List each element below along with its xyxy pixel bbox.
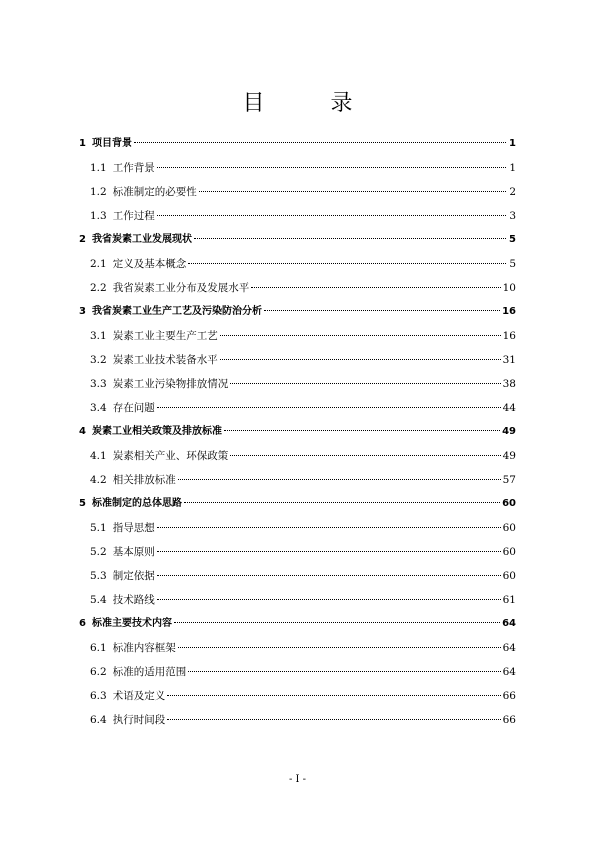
dot-leader: [167, 719, 500, 720]
toc-entry-page: 2: [509, 186, 516, 198]
page-title: 目 录: [242, 91, 375, 116]
toc-entry-title: 标准主要技术内容: [91, 618, 172, 629]
toc-entry-number: 3: [79, 306, 86, 317]
toc-entry-number: 5.4: [90, 594, 107, 606]
dot-leader: [194, 238, 506, 239]
toc-entry-title: 炭素工业技术装备水平: [112, 354, 218, 366]
toc-entry-number: 1.3: [90, 210, 107, 222]
toc-entry-page: 61: [502, 594, 516, 606]
dot-leader: [251, 287, 500, 288]
toc-entry-number: 1.1: [90, 162, 107, 174]
toc-entry-page: 49: [502, 450, 516, 462]
toc-entry-page: 60: [502, 522, 516, 534]
toc-chapter-entry[interactable]: [79, 492, 516, 516]
toc-entry-page: 49: [502, 426, 516, 437]
toc-section-entry[interactable]: [79, 204, 516, 228]
toc-section-entry[interactable]: [79, 660, 516, 684]
toc-entry-number: 6.1: [90, 642, 107, 654]
toc-entry-page: 5: [509, 234, 516, 245]
toc-entry-number: 6.4: [90, 714, 107, 726]
toc-chapter-entry[interactable]: [79, 132, 516, 156]
toc-entry-number: 6.2: [90, 666, 107, 678]
toc-entry-page: 5: [509, 258, 516, 270]
toc-chapter-entry[interactable]: [79, 420, 516, 444]
dot-leader: [178, 647, 501, 648]
dot-leader: [230, 383, 500, 384]
toc-entry-number: 6.3: [90, 690, 107, 702]
toc-entry-page: 60: [502, 498, 516, 509]
toc-section-entry[interactable]: [79, 276, 516, 300]
toc-entry-number: 5.3: [90, 570, 107, 582]
toc-entry-page: 60: [502, 546, 516, 558]
toc-entry-title: 炭素相关产业、环保政策: [112, 450, 229, 462]
dot-leader: [230, 455, 500, 456]
toc-section-entry[interactable]: [79, 396, 516, 420]
dot-leader: [157, 167, 506, 168]
toc-section-entry[interactable]: [79, 684, 516, 708]
toc-section-entry[interactable]: [79, 444, 516, 468]
toc-entry-number: 2.2: [90, 282, 107, 294]
toc-entry-number: 6: [79, 618, 86, 629]
dot-leader: [157, 551, 501, 552]
toc-entry-page: 1: [509, 138, 516, 149]
dot-leader: [157, 575, 501, 576]
toc-entry-title: 炭素工业主要生产工艺: [112, 330, 218, 342]
dot-leader: [264, 310, 500, 311]
toc-entry-title: 我省炭素工业发展现状: [91, 234, 192, 245]
toc-entry-title: 我省炭素工业生产工艺及污染防治分析: [91, 306, 262, 317]
dot-leader: [220, 359, 501, 360]
toc-entry-number: 3.2: [90, 354, 107, 366]
toc-entry-title: 我省炭素工业分布及发展水平: [112, 282, 250, 294]
dot-leader: [167, 695, 500, 696]
toc-entry-title: 存在问题: [112, 402, 155, 414]
dot-leader: [157, 527, 501, 528]
toc-entry-number: 4.2: [90, 474, 107, 486]
toc-entry-title: 基本原则: [112, 546, 155, 558]
dot-leader: [157, 407, 501, 408]
toc-chapter-entry[interactable]: [79, 300, 516, 324]
toc-entry-page: 38: [502, 378, 516, 390]
toc-section-entry[interactable]: [79, 540, 516, 564]
toc-entry-title: 术语及定义: [112, 690, 166, 702]
toc-entry-number: 2.1: [90, 258, 107, 270]
toc-entry-number: 3.4: [90, 402, 107, 414]
toc-section-entry[interactable]: [79, 468, 516, 492]
toc-entry-number: 5.2: [90, 546, 107, 558]
toc-entry-number: 4: [79, 426, 86, 437]
toc-entry-title: 指导思想: [112, 522, 155, 534]
toc-section-entry[interactable]: [79, 252, 516, 276]
toc-section-entry[interactable]: [79, 516, 516, 540]
toc-chapter-entry[interactable]: [79, 228, 516, 252]
toc-entry-page: 66: [502, 690, 516, 702]
toc-entry-page: 1: [509, 162, 516, 174]
toc-entry-title: 工作背景: [112, 162, 155, 174]
dot-leader: [188, 263, 506, 264]
toc-entry-number: 3.3: [90, 378, 107, 390]
dot-leader: [157, 215, 506, 216]
dot-leader: [199, 191, 506, 192]
dot-leader: [134, 142, 506, 143]
toc-entry-title: 标准的适用范围: [112, 666, 187, 678]
toc-section-entry[interactable]: [79, 372, 516, 396]
toc-entry-number: 4.1: [90, 450, 107, 462]
dot-leader: [178, 479, 501, 480]
toc-entry-number: 3.1: [90, 330, 107, 342]
dot-leader: [157, 599, 501, 600]
toc-entry-number: 1: [79, 138, 86, 149]
toc-entry-page: 16: [502, 330, 516, 342]
toc-entry-page: 3: [509, 210, 516, 222]
dot-leader: [174, 622, 500, 623]
toc-entry-title: 工作过程: [112, 210, 155, 222]
toc-entry-title: 标准制定的总体思路: [91, 498, 182, 509]
toc-entry-page: 64: [502, 642, 516, 654]
dot-leader: [184, 502, 500, 503]
toc-entry-number: 1.2: [90, 186, 107, 198]
toc-entry-number: 5.1: [90, 522, 107, 534]
toc-entry-title: 标准制定的必要性: [112, 186, 197, 198]
toc-entry-title: 炭素工业相关政策及排放标准: [91, 426, 222, 437]
toc-section-entry[interactable]: [79, 180, 516, 204]
toc-entry-page: 64: [502, 666, 516, 678]
toc-entry-title: 技术路线: [112, 594, 155, 606]
toc-section-entry[interactable]: [79, 324, 516, 348]
toc-entry-page: 64: [502, 618, 516, 629]
toc-section-entry[interactable]: [79, 708, 516, 732]
toc-section-entry[interactable]: [79, 636, 516, 660]
toc-entry-page: 60: [502, 570, 516, 582]
toc-entry-page: 44: [502, 402, 516, 414]
toc-entry-number: 5: [79, 498, 86, 509]
dot-leader: [224, 430, 500, 431]
toc-entry-number: 2: [79, 234, 86, 245]
toc-section-entry[interactable]: [79, 156, 516, 180]
toc-section-entry[interactable]: [79, 348, 516, 372]
toc-entry-title: 定义及基本概念: [112, 258, 187, 270]
toc-section-entry[interactable]: [79, 564, 516, 588]
toc-entry-page: 57: [502, 474, 516, 486]
table-of-contents: [79, 132, 516, 732]
toc-entry-page: 66: [502, 714, 516, 726]
dot-leader: [220, 335, 501, 336]
toc-entry-page: 31: [502, 354, 516, 366]
toc-entry-title: 相关排放标准: [112, 474, 176, 486]
toc-entry-title: 执行时间段: [112, 714, 166, 726]
toc-entry-title: 项目背景: [91, 138, 132, 149]
toc-entry-title: 制定依据: [112, 570, 155, 582]
dot-leader: [188, 671, 500, 672]
toc-chapter-entry[interactable]: [79, 612, 516, 636]
toc-entry-title: 标准内容框架: [112, 642, 176, 654]
toc-entry-page: 10: [502, 282, 516, 294]
toc-entry-title: 炭素工业污染物排放情况: [112, 378, 229, 390]
page-number: - I -: [288, 774, 307, 785]
toc-entry-page: 16: [502, 306, 516, 317]
toc-section-entry[interactable]: [79, 588, 516, 612]
